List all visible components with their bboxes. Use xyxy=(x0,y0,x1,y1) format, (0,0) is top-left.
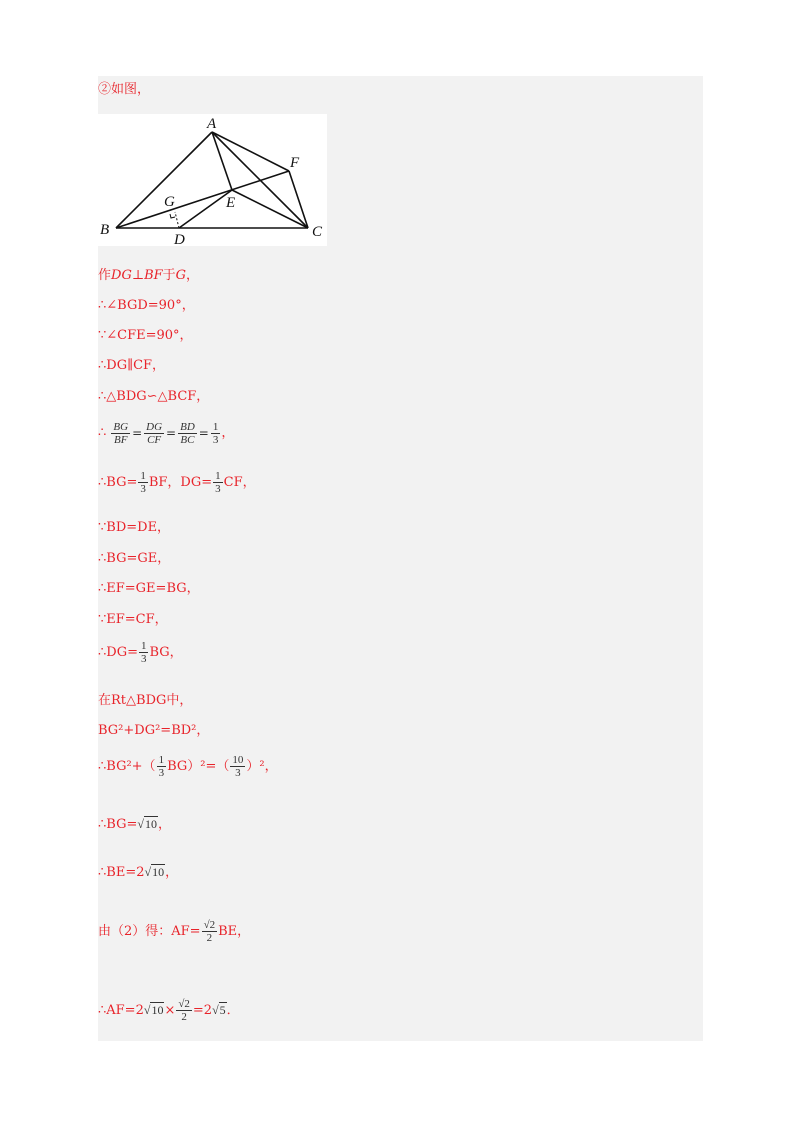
step-4: ∴DG∥CF， xyxy=(98,358,166,373)
step-13: 在Rt△BDG中， xyxy=(98,693,193,708)
intro-text: ②如图， xyxy=(98,82,151,97)
segment-de xyxy=(179,190,232,228)
right-angle-mark xyxy=(170,214,175,218)
label-f: F xyxy=(290,155,300,171)
step-10: ∴EF=GE=BG， xyxy=(98,581,200,596)
step-15: ∴BG²+（ $\frac{1}{3}$ BG）²=（ $\frac{10}{3}$ ）²， xyxy=(98,754,278,779)
label-c: C xyxy=(312,224,323,240)
label-d: D xyxy=(174,232,185,246)
step-8: ∵BD=DE， xyxy=(98,520,171,535)
step-14: BG²+DG²=BD²， xyxy=(98,723,210,738)
step-11: ∵EF=CF， xyxy=(98,612,168,627)
segment-dg xyxy=(175,212,179,228)
label-b: B xyxy=(100,222,110,238)
triangle-diagram xyxy=(98,114,327,246)
label-g: G xyxy=(164,194,175,210)
step-3: ∵∠CFE=90°， xyxy=(98,328,193,343)
label-e: E xyxy=(226,195,236,211)
segment-bf xyxy=(116,171,289,228)
step-2: ∴∠BGD=90°， xyxy=(98,298,195,313)
segment-ab xyxy=(116,132,212,228)
step-1: 作DG⊥BF于G， xyxy=(98,268,200,283)
label-a: A xyxy=(207,116,217,132)
step-19: ∴AF=2√10× $\frac{√2}{2}$ =2√5． xyxy=(98,998,240,1023)
step-18: 由（2）得：AF= $\frac{√2}{2}$ BE， xyxy=(98,919,251,944)
step-5: ∴△BDG∽△BCF， xyxy=(98,389,210,404)
step-17: ∴BE=2√10， xyxy=(98,865,179,880)
step-16: ∴BG=√10， xyxy=(98,817,171,832)
step-12: ∴DG= $\frac{1}{3}$ BG， xyxy=(98,640,183,665)
geometry-figure xyxy=(98,114,327,246)
step-9: ∴BG=GE， xyxy=(98,551,171,566)
step-7: ∴BG= $\frac{1}{3}$ BF，DG= $\frac{1}{3}$ CF， xyxy=(98,470,256,495)
step-6-ratio: ∴ $\frac{BG}{BF}$ = $\frac{DG}{CF}$ = $\frac{BD}{BC}$ = $\frac{1}{3}$ ， xyxy=(98,420,235,446)
